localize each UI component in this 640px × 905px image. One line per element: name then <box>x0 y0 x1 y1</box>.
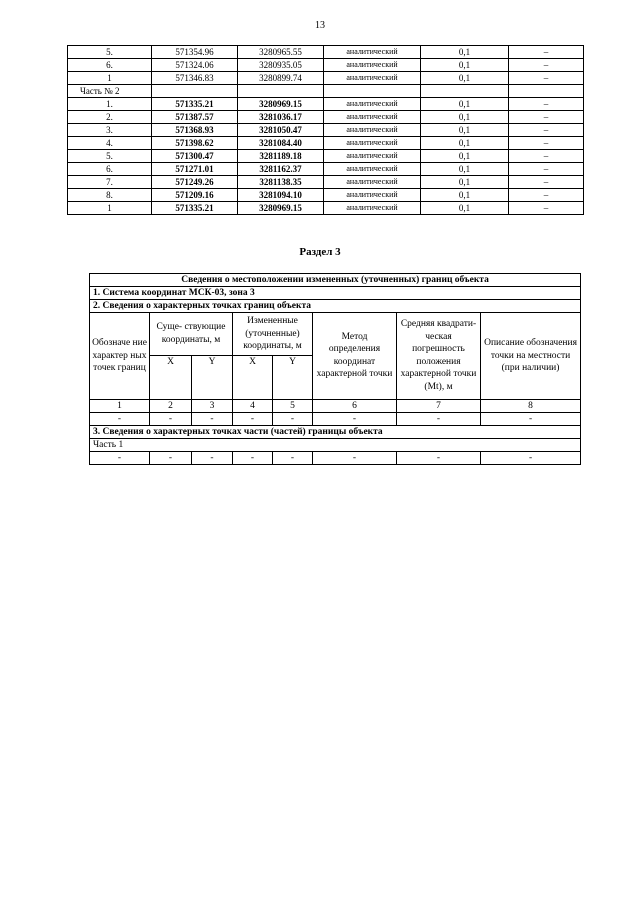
column-number: 8 <box>481 399 581 412</box>
dash-cell: - <box>397 412 481 425</box>
cell-x: 571335.21 <box>152 98 238 111</box>
page-number: 13 <box>315 20 325 31</box>
dash-cell: - <box>273 412 313 425</box>
sub-y-existing: Y <box>192 355 233 399</box>
cell-desc: – <box>509 189 584 202</box>
boundary-info-table <box>89 273 581 465</box>
column-number: 4 <box>233 399 273 412</box>
col-designation: Обозначе ние характер ных точек границ <box>90 313 150 400</box>
cell-acc: 0,1 <box>421 176 509 189</box>
cell-acc: 0,1 <box>421 46 509 59</box>
table-row <box>68 150 584 163</box>
cell-desc: – <box>509 59 584 72</box>
table-row <box>68 189 584 202</box>
points-header: 2. Сведения о характерных точках границ объекта <box>90 300 581 313</box>
cell-n: 8. <box>68 189 152 202</box>
cell-n: 3. <box>68 124 152 137</box>
cell-x: 571387.57 <box>152 111 238 124</box>
cell-method: аналитический <box>324 189 421 202</box>
cell-desc: – <box>509 98 584 111</box>
table-row <box>68 176 584 189</box>
part-row <box>68 85 584 98</box>
cell-n: 6. <box>68 163 152 176</box>
parts-header-row <box>90 425 581 438</box>
cell-y: 3280899.74 <box>238 72 324 85</box>
dash-cell: - <box>481 412 581 425</box>
dash-cell: - <box>192 451 233 464</box>
cell-x: 571324.06 <box>152 59 238 72</box>
cell-x: 571271.01 <box>152 163 238 176</box>
col-accuracy: Средняя квадрати- ческая погрешность положения характерной точки (Mt), м <box>397 313 481 400</box>
column-header-row <box>90 313 581 356</box>
cell-n: 1 <box>68 72 152 85</box>
dash-cell: - <box>313 451 397 464</box>
cell-y: 3281162.37 <box>238 163 324 176</box>
table-row <box>68 98 584 111</box>
section-title: Раздел 3 <box>299 246 341 258</box>
dash-cell: - <box>397 451 481 464</box>
cell-method: аналитический <box>324 124 421 137</box>
dash-cell: - <box>233 412 273 425</box>
cell-x: 571335.21 <box>152 202 238 215</box>
col-description: Описание обозначения точки на местности (при наличии) <box>481 313 581 400</box>
cell-x: 571209.16 <box>152 189 238 202</box>
cell-method: аналитический <box>324 150 421 163</box>
part-label: Часть 1 <box>90 438 581 451</box>
cell-x: 571346.83 <box>152 72 238 85</box>
dash-cell: - <box>150 412 192 425</box>
cell-method: аналитический <box>324 72 421 85</box>
cell-n: 5. <box>68 150 152 163</box>
cell-n: 5. <box>68 46 152 59</box>
table-row <box>68 59 584 72</box>
cell-n: 6. <box>68 59 152 72</box>
cell-acc: 0,1 <box>421 202 509 215</box>
cell-x: 571354.96 <box>152 46 238 59</box>
column-numbers-row <box>90 399 581 412</box>
part-label: Часть № 2 <box>68 85 152 98</box>
cell-acc: 0,1 <box>421 150 509 163</box>
empty-cell <box>509 85 584 98</box>
column-number: 5 <box>273 399 313 412</box>
table-row <box>68 124 584 137</box>
cell-y: 3280935.05 <box>238 59 324 72</box>
cell-x: 571368.93 <box>152 124 238 137</box>
table-row <box>68 202 584 215</box>
cell-method: аналитический <box>324 111 421 124</box>
cell-method: аналитический <box>324 46 421 59</box>
cell-y: 3281050.47 <box>238 124 324 137</box>
column-number: 1 <box>90 399 150 412</box>
dash-cell: - <box>90 451 150 464</box>
dash-cell: - <box>233 451 273 464</box>
col-changed: Измененные (уточненные) координаты, м <box>233 313 313 356</box>
cell-acc: 0,1 <box>421 137 509 150</box>
empty-cell <box>238 85 324 98</box>
cell-desc: – <box>509 72 584 85</box>
cell-y: 3281036.17 <box>238 111 324 124</box>
column-number: 6 <box>313 399 397 412</box>
cell-method: аналитический <box>324 163 421 176</box>
col-method: Метод определения координат характерной точки <box>313 313 397 400</box>
cell-x: 571249.26 <box>152 176 238 189</box>
dash-cell: - <box>192 412 233 425</box>
cell-acc: 0,1 <box>421 189 509 202</box>
empty-cell <box>421 85 509 98</box>
cell-desc: – <box>509 163 584 176</box>
empty-cell <box>152 85 238 98</box>
table-row <box>68 137 584 150</box>
table-title: Сведения о местоположении измененных (уточненных) границ объекта <box>90 274 581 287</box>
cell-acc: 0,1 <box>421 59 509 72</box>
cell-n: 7. <box>68 176 152 189</box>
part-label-row <box>90 438 581 451</box>
empty-cell <box>324 85 421 98</box>
column-number: 7 <box>397 399 481 412</box>
coordinates-table <box>67 45 584 215</box>
cell-y: 3281189.18 <box>238 150 324 163</box>
cell-acc: 0,1 <box>421 98 509 111</box>
sub-x-changed: X <box>233 355 273 399</box>
col-existing: Суще- ствующие координаты, м <box>150 313 233 356</box>
cell-desc: – <box>509 150 584 163</box>
cell-method: аналитический <box>324 202 421 215</box>
cell-acc: 0,1 <box>421 72 509 85</box>
cell-acc: 0,1 <box>421 124 509 137</box>
coordinate-system: 1. Система координат МСК-03, зона 3 <box>90 287 581 300</box>
empty-data-row <box>90 412 581 425</box>
cell-n: 2. <box>68 111 152 124</box>
cell-desc: – <box>509 137 584 150</box>
cell-method: аналитический <box>324 137 421 150</box>
dash-cell: - <box>150 451 192 464</box>
cell-method: аналитический <box>324 98 421 111</box>
cell-y: 3281084.40 <box>238 137 324 150</box>
table-row <box>68 111 584 124</box>
column-number: 2 <box>150 399 192 412</box>
cell-desc: – <box>509 46 584 59</box>
cell-n: 4. <box>68 137 152 150</box>
dash-cell: - <box>481 451 581 464</box>
cell-n: 1. <box>68 98 152 111</box>
cell-y: 3281094.10 <box>238 189 324 202</box>
cell-y: 3280965.55 <box>238 46 324 59</box>
cell-acc: 0,1 <box>421 111 509 124</box>
sub-y-changed: Y <box>273 355 313 399</box>
cell-y: 3281138.35 <box>238 176 324 189</box>
cell-desc: – <box>509 202 584 215</box>
table-row <box>68 163 584 176</box>
cell-desc: – <box>509 176 584 189</box>
cell-x: 571300.47 <box>152 150 238 163</box>
table-row <box>68 46 584 59</box>
cell-y: 3280969.15 <box>238 202 324 215</box>
cell-desc: – <box>509 124 584 137</box>
cell-method: аналитический <box>324 59 421 72</box>
cell-acc: 0,1 <box>421 163 509 176</box>
table-row <box>68 72 584 85</box>
column-number: 3 <box>192 399 233 412</box>
cell-method: аналитический <box>324 176 421 189</box>
cell-n: 1 <box>68 202 152 215</box>
cell-x: 571398.62 <box>152 137 238 150</box>
dash-cell: - <box>273 451 313 464</box>
sub-x-existing: X <box>150 355 192 399</box>
points-header-row <box>90 300 581 313</box>
cell-desc: – <box>509 111 584 124</box>
empty-part-row <box>90 451 581 464</box>
cell-y: 3280969.15 <box>238 98 324 111</box>
dash-cell: - <box>313 412 397 425</box>
coordinate-system-row <box>90 287 581 300</box>
table-title-row <box>90 274 581 287</box>
parts-header: 3. Сведения о характерных точках части (частей) границы объекта <box>90 425 581 438</box>
dash-cell: - <box>90 412 150 425</box>
